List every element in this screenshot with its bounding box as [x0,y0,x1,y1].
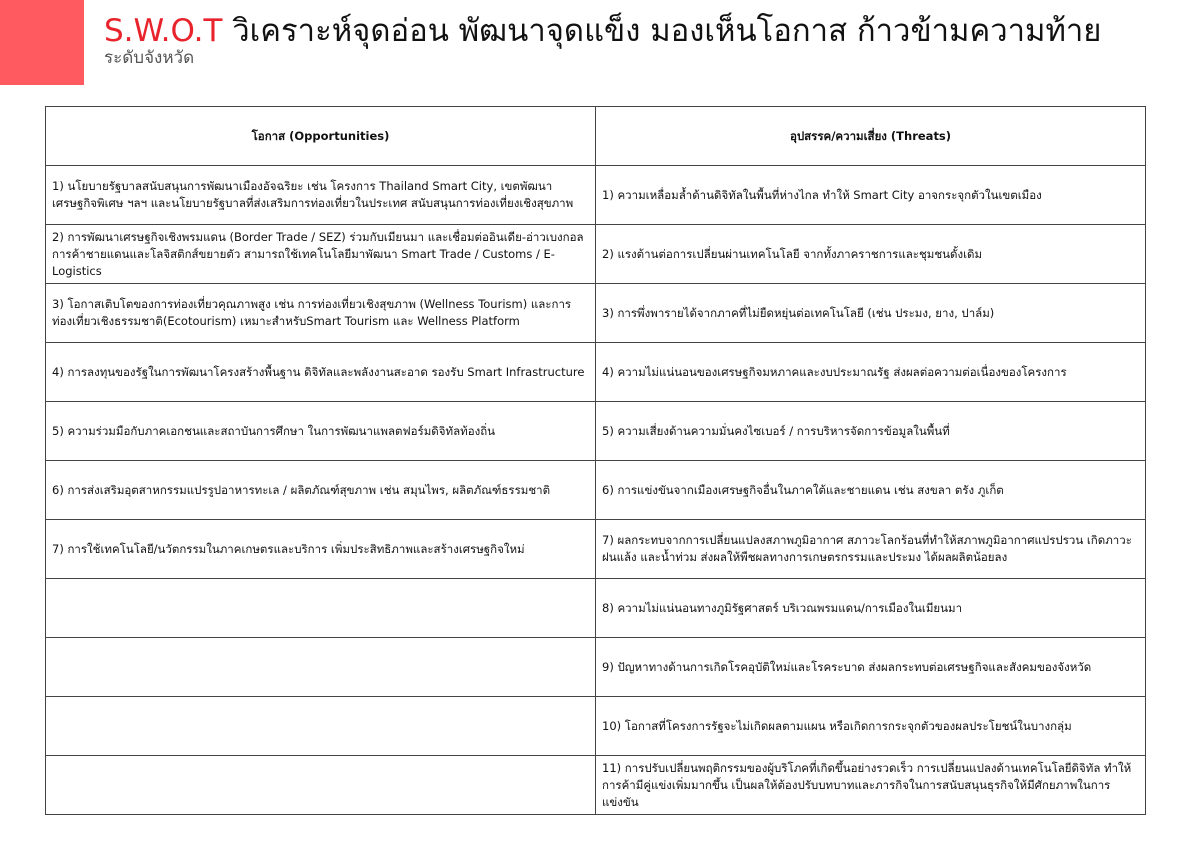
threat-cell: 9) ปัญหาทางด้านการเกิดโรคอุบัติใหม่และโรคระบาด ส่งผลกระทบต่อเศรษฐกิจและสังคมของจังหวัด [596,638,1146,697]
table-row [46,756,1146,815]
threat-cell: 4) ความไม่แน่นอนของเศรษฐกิจมหภาคและงบประมาณรัฐ ส่งผลต่อความต่อเนื่องของโครงการ [596,343,1146,402]
threat-cell: 2) แรงต้านต่อการเปลี่ยนผ่านเทคโนโลยี จากทั้งภาคราชการและชุมชนดั้งเดิม [596,225,1146,284]
table-row [46,461,1146,520]
table-row [46,697,1146,756]
threat-cell: 1) ความเหลื่อมล้ำด้านดิจิทัลในพื้นที่ห่างไกล ทำให้ Smart City อาจกระจุกตัวในเขตเมือง [596,166,1146,225]
title-text: วิเคราะห์จุดอ่อน พัฒนาจุดแข็ง มองเห็นโอกาส ก้าวข้ามความท้าย [222,13,1102,49]
opportunities-header: โอกาส (Opportunities) [46,107,596,166]
opportunity-cell: 2) การพัฒนาเศรษฐกิจเชิงพรมแดน (Border Trade / SEZ) ร่วมกับเมียนมา และเชื่อมต่ออินเดีย-อ่าวเบงกอล การค้าชายแดนและโลจิสติกส์ขยายตัว สามารถใช้เทคโนโลยีมาพัฒนา Smart Trade / Customs / E-Logistics [46,225,596,284]
opportunity-cell: 4) การลงทุนของรัฐในการพัฒนาโครงสร้างพื้นฐาน ดิจิทัลและพลังงานสะอาด รองรับ Smart Infrastructure [46,343,596,402]
page-subtitle: ระดับจังหวัด [104,48,195,68]
threat-cell: 3) การพึ่งพารายได้จากภาคที่ไม่ยืดหยุ่นต่อเทคโนโลยี (เช่น ประมง, ยาง, ปาล์ม) [596,284,1146,343]
page-title [104,10,1101,52]
accent-block [0,0,84,85]
table-header-row [46,107,1146,166]
opportunity-cell [46,638,596,697]
threat-cell: 5) ความเสี่ยงด้านความมั่นคงไซเบอร์ / การบริหารจัดการข้อมูลในพื้นที่ [596,402,1146,461]
opportunity-cell [46,697,596,756]
opportunity-cell: 3) โอกาสเติบโตของการท่องเที่ยวคุณภาพสูง เช่น การท่องเที่ยวเชิงสุขภาพ (Wellness Tourism) และการท่องเที่ยวเชิงธรรมชาติ(Ecotourism) เหมาะสำหรับSmart Tourism และ Wellness Platform [46,284,596,343]
threat-cell: 8) ความไม่แน่นอนทางภูมิรัฐศาสตร์ บริเวณพรมแดน/การเมืองในเมียนมา [596,579,1146,638]
opportunity-cell: 5) ความร่วมมือกับภาคเอกชนและสถาบันการศึกษา ในการพัฒนาแพลตฟอร์มดิจิทัลท้องถิ่น [46,402,596,461]
opportunity-cell: 7) การใช้เทคโนโลยี/นวัตกรรมในภาคเกษตรและบริการ เพิ่มประสิทธิภาพและสร้างเศรษฐกิจใหม่ [46,520,596,579]
threat-cell: 10) โอกาสที่โครงการรัฐจะไม่เกิดผลตามแผน หรือเกิดการกระจุกตัวของผลประโยชน์ในบางกลุ่ม [596,697,1146,756]
table-row [46,638,1146,697]
table-row [46,166,1146,225]
table-row [46,402,1146,461]
opportunity-cell [46,756,596,815]
table-row [46,343,1146,402]
table-row [46,520,1146,579]
opportunity-cell: 6) การส่งเสริมอุตสาหกรรมแปรรูปอาหารทะเล / ผลิตภัณฑ์สุขภาพ เช่น สมุนไพร, ผลิตภัณฑ์ธรรมชาติ [46,461,596,520]
opportunity-cell: 1) นโยบายรัฐบาลสนับสนุนการพัฒนาเมืองอัจฉริยะ เช่น โครงการ Thailand Smart City, เขตพัฒนาเศรษฐกิจพิเศษ ฯลฯ และนโยบายรัฐบาลที่ส่งเสริมการท่องเที่ยวในประเทศ สนับสนุนการท่องเที่ยงเชิงสุขภาพ [46,166,596,225]
threat-cell: 11) การปรับเปลี่ยนพฤติกรรมของผู้บริโภคที่เกิดขึ้นอย่างรวดเร็ว การเปลี่ยนแปลงด้านเทคโนโลยีดิจิทัล ทำให้การค้ามีคู่แข่งเพิ่มมากขึ้น เป็นผลให้ต้องปรับบทบาทและภารกิจในการสนับสนุนธุรกิจให้มีศักยภาพในการแข่งขัน [596,756,1146,815]
threat-cell: 7) ผลกระทบจากการเปลี่ยนแปลงสภาพภูมิอากาศ สภาวะโลกร้อนที่ทำให้สภาพภูมิอากาศแปรปรวน เกิดภาวะฝนแล้ง และน้ำท่วม ส่งผลให้พืชผลทางการเกษตรกรรมและประมง ได้ผลผลิตน้อยลง [596,520,1146,579]
swot-table [45,106,1146,815]
table-row [46,579,1146,638]
table-row [46,284,1146,343]
table-row [46,225,1146,284]
opportunity-cell [46,579,596,638]
threats-header: อุปสรรค/ความเสี่ยง (Threats) [596,107,1146,166]
title-swot: S.W.O.T [104,13,223,49]
threat-cell: 6) การแข่งขันจากเมืองเศรษฐกิจอื่นในภาคใต้และชายแดน เช่น สงขลา ตรัง ภูเก็ต [596,461,1146,520]
